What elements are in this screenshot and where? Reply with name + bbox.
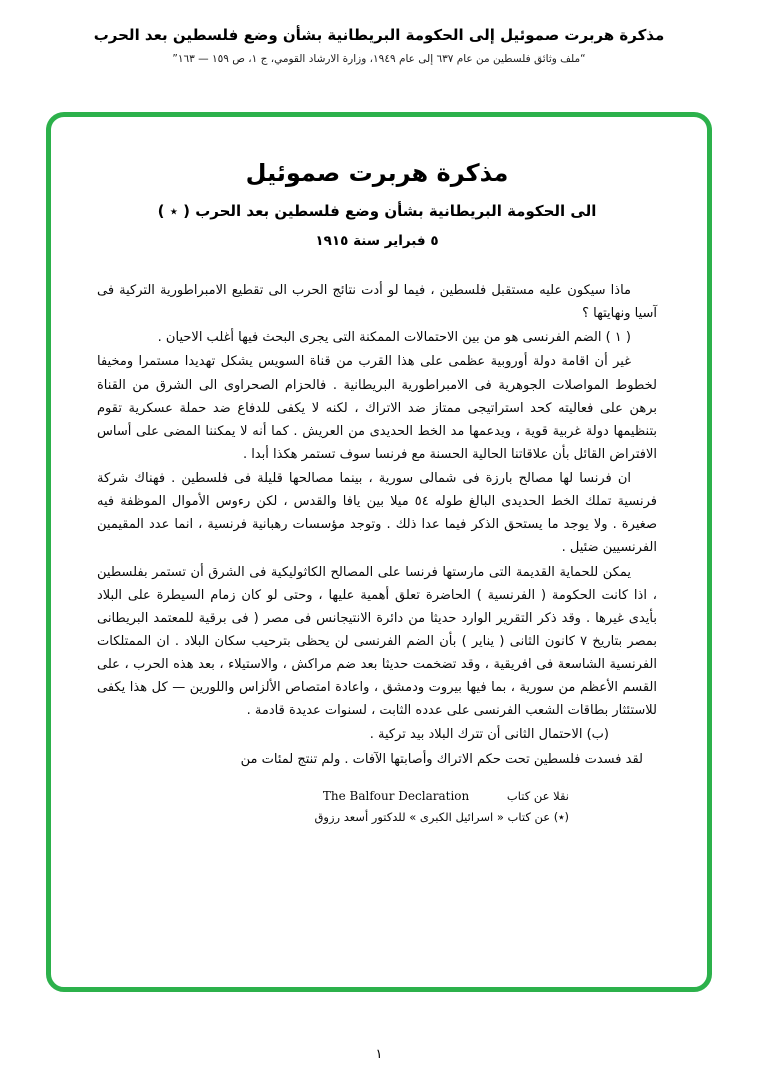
page-header xyxy=(0,0,758,65)
body-paragraph: يمكن للحماية القديمة التى مارستها فرنسا على المصالح الكاثوليكية فى الشرق أن تستمر بفلسطين ، اذا كانت الحكومة ( الفرنسية ) الحاضرة تعلق أهمية عليها ، وحتى لو كان زمام السيطرة على البلاد بأيدى غيرها . وقد ذكر التقرير الوارد حديثا من دائرة الانتيجانس فى مصر ( فى برقية للمعتمد البريطانى بمصر بتاريخ ٧ كانون الثانى ( يناير ) بأن الضم الفرنسى لن يحظى بترحيب سكان البلاد . ان الممتلكات الفرنسية الشاسعة فى افريقية ، وقد تضخمت حديثا بعد ضم مراكش ، والاستيلاء ، بعد هذه الحرب ، على القسم الأعظم من سورية ، بما فيها بيروت ودمشق ، واعادة امتصاص الألزاس واللورين — كل هذا يكفى للاستئثار بطاقات الشعب الفرنسى على عدده الثابت ، لسنوات عديدة قادمة . xyxy=(97,564,657,719)
document-body xyxy=(97,279,657,771)
body-paragraph: لقد فسدت فلسطين تحت حكم الاتراك وأصابتها الآفات . ولم تنتج لمئات من xyxy=(240,751,643,767)
page-number: ١ xyxy=(375,1047,383,1062)
body-paragraph: (ب) الاحتمال الثانى أن تترك البلاد بيد تركية . xyxy=(369,727,609,743)
document-title: مذكرة هربرت صموئيل xyxy=(245,159,509,187)
footnote-line-source: (٭) عن كتاب « اسرائيل الكبرى » للدكتور أسعد رزوق xyxy=(314,810,569,825)
footnote-line-reference xyxy=(97,785,569,808)
document-subtitle: الى الحكومة البريطانية بشأن وضع فلسطين بعد الحرب ( ٭ ) xyxy=(157,202,597,220)
document-date: ٥ فبراير سنة ١٩١٥ xyxy=(315,233,439,249)
header-title: مذكرة هربرت صموئيل إلى الحكومة البريطانية بشأن وضع فلسطين بعد الحرب xyxy=(93,26,665,44)
header-source-citation: “ملف وثائق فلسطين من عام ٦٣٧ إلى عام ١٩٤٩، وزارة الارشاد القومي، ج ١، ص ١٥٩ — ١٦٣” xyxy=(172,53,586,65)
body-paragraph: ماذا سيكون عليه مستقبل فلسطين ، فيما لو أدت نتائج الحرب الى تقطيع الامبراطورية التركية فى آسيا ونهايتها ؟ xyxy=(97,283,657,322)
body-paragraph: ان فرنسا لها مصالح بارزة فى شمالى سورية ، بينما مصالحها قليلة فى فلسطين . فهناك شركة فرنسية تملك الخط الحديدى البالغ طوله ٥٤ ميلا بين يافا والقدس ، لكن رءوس الأموال الموظفة فيه صغيرة . ولا يوجد ما يستحق الذكر فيما عدا ذلك . وتوجد مؤسسات رهبانية فرنسية ، انما عدد المقيمين الفرنسيين ضئيل . xyxy=(97,471,657,556)
footnote xyxy=(97,785,569,830)
body-paragraph: ( ١ ) الضم الفرنسى هو من بين الاحتمالات الممكنة التى يجرى البحث فيها أغلب الاحيان . xyxy=(157,330,631,346)
footnote-intro: نقلا عن كتاب xyxy=(506,788,569,803)
green-border-frame xyxy=(46,112,712,992)
body-paragraph: غير أن اقامة دولة أوروبية عظمى على هذا القرب من قناة السويس يشكل تهديدا مستمرا ومخيفا لخطوط المواصلات الجوهرية فى الامبراطورية البريطانية . فالحزام الصحراوى الى الشرق من القناة برهن على فعاليته كحد استراتيجى ممتاز ضد الاتراك ، لكنه لا يكفى للدفاع ضد حملة عسكرية تقوم بتنظيمها دولة غربية قوية ، ويدعمها مد الخط الحديدى من العريش . كما أنه لا يمكننا المضى على أساس الافتراض القائل بأن علاقاتنا الحالية الحسنة مع فرنسا سوف تستمر هكذا أبدا . xyxy=(97,354,657,462)
footnote-latin-title: The Balfour Declaration xyxy=(322,788,470,803)
